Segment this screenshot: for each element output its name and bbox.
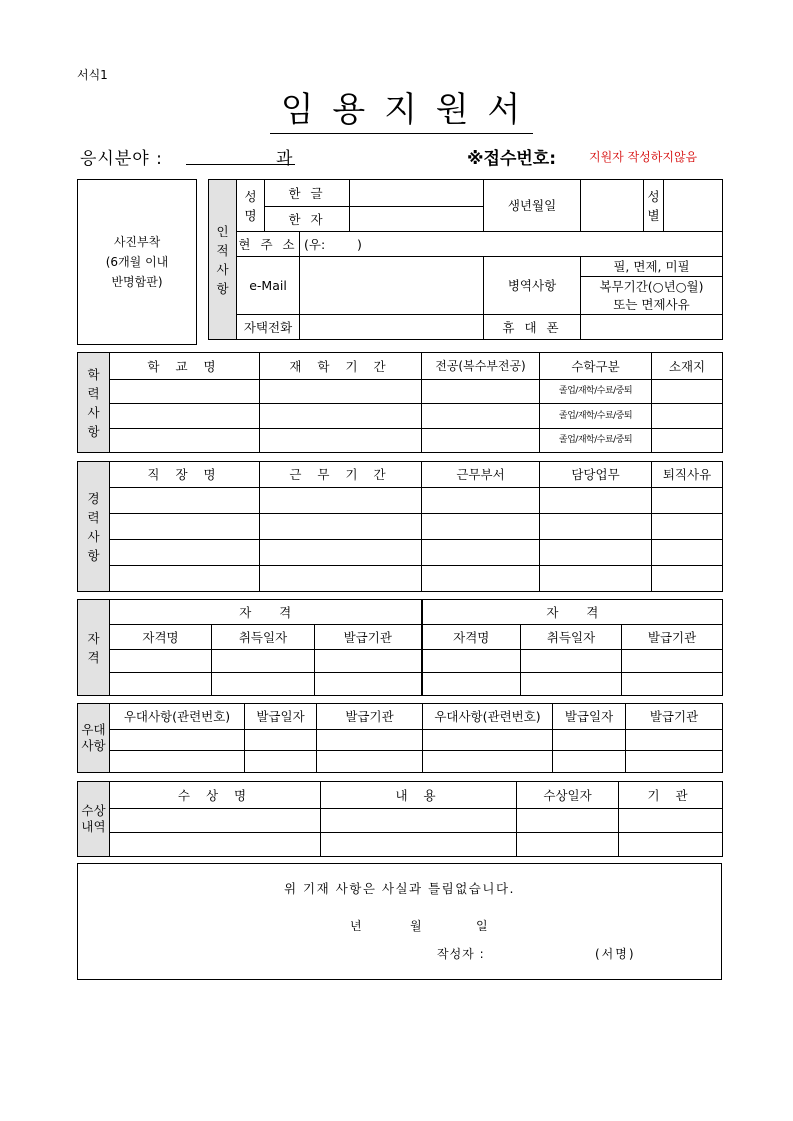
- awards-content-input[interactable]: [321, 809, 517, 833]
- korean-name-label: 한 글: [265, 180, 350, 207]
- license-name-input[interactable]: [110, 673, 212, 696]
- gender-input[interactable]: [664, 180, 723, 232]
- license-group-title-left: 자 격: [110, 600, 422, 625]
- career-company-input[interactable]: [110, 488, 260, 514]
- preference-item-input[interactable]: [423, 751, 553, 773]
- declaration-month: 월: [410, 919, 422, 933]
- education-location-input[interactable]: [652, 404, 723, 429]
- photo-line-3: 반명함판): [111, 275, 163, 289]
- license-header-issuer: 발급기관: [622, 625, 723, 650]
- awards-date-input[interactable]: [517, 809, 619, 833]
- career-period-input[interactable]: [260, 514, 422, 540]
- personal-section-label: 인적사항: [209, 180, 237, 340]
- home-phone-label: 자택전화: [237, 315, 300, 340]
- license-date-input[interactable]: [521, 673, 622, 696]
- awards-section-label: 수상내역: [78, 782, 110, 857]
- table-row: [78, 380, 723, 404]
- career-duty-input[interactable]: [540, 514, 652, 540]
- license-issuer-input[interactable]: [315, 650, 422, 673]
- mobile-input[interactable]: [581, 315, 723, 340]
- career-reason-input[interactable]: [652, 514, 723, 540]
- preference-item-input[interactable]: [110, 730, 245, 751]
- preference-section-label: 우대사항: [78, 704, 110, 773]
- license-header-date: 취득일자: [521, 625, 622, 650]
- table-row: [78, 730, 723, 751]
- career-duty-input[interactable]: [540, 488, 652, 514]
- awards-header-name: 수 상 명: [110, 782, 321, 809]
- photo-box[interactable]: [77, 179, 197, 345]
- field-label: 응시분야 :: [80, 149, 163, 169]
- career-company-input[interactable]: [110, 514, 260, 540]
- declaration-box: [77, 863, 722, 980]
- education-school-input[interactable]: [110, 429, 260, 453]
- preference-header-date: 발급일자: [553, 704, 626, 730]
- awards-org-input[interactable]: [619, 809, 723, 833]
- preference-header-date: 발급일자: [245, 704, 317, 730]
- gender-label: 성별: [644, 180, 664, 232]
- title-underline: [270, 133, 533, 134]
- education-period-input[interactable]: [260, 380, 422, 404]
- education-major-input[interactable]: [422, 429, 540, 453]
- career-table: [77, 461, 723, 592]
- table-row: [78, 833, 723, 857]
- career-duty-input[interactable]: [540, 566, 652, 592]
- education-section-label: 학력사항: [78, 353, 110, 453]
- korean-name-input[interactable]: [350, 180, 484, 207]
- education-period-input[interactable]: [260, 404, 422, 429]
- license-date-input[interactable]: [212, 673, 315, 696]
- education-status-options[interactable]: 졸업/재학/수료/중퇴: [540, 380, 652, 404]
- career-section-label: 경력사항: [78, 462, 110, 592]
- license-issuer-input[interactable]: [315, 673, 422, 696]
- license-name-input[interactable]: [422, 673, 521, 696]
- table-row: [78, 429, 723, 453]
- preference-issuer-input[interactable]: [626, 730, 723, 751]
- table-row: [78, 488, 723, 514]
- email-input[interactable]: [300, 257, 484, 315]
- education-status-options[interactable]: 졸업/재학/수료/중퇴: [540, 404, 652, 429]
- signature-label[interactable]: (서명): [595, 947, 636, 961]
- awards-date-input[interactable]: [517, 833, 619, 857]
- career-company-input[interactable]: [110, 566, 260, 592]
- preference-table: [77, 703, 723, 773]
- career-department-input[interactable]: [422, 514, 540, 540]
- education-major-input[interactable]: [422, 404, 540, 429]
- table-row: [78, 751, 723, 773]
- career-reason-input[interactable]: [652, 540, 723, 566]
- preference-header-issuer: 발급기관: [317, 704, 423, 730]
- career-header-company: 직 장 명: [110, 462, 260, 488]
- career-header-department: 근무부서: [422, 462, 540, 488]
- education-table: [77, 352, 723, 453]
- table-row: [78, 673, 723, 696]
- license-table: [77, 599, 723, 696]
- field-suffix: 과: [276, 149, 293, 169]
- career-period-input[interactable]: [260, 488, 422, 514]
- table-row: [78, 540, 723, 566]
- receipt-label: ※접수번호:: [467, 149, 557, 169]
- preference-item-input[interactable]: [110, 751, 245, 773]
- awards-name-input[interactable]: [110, 833, 321, 857]
- birth-input[interactable]: [581, 180, 644, 232]
- hanja-name-label: 한 자: [265, 207, 350, 232]
- photo-line-1: 사진부착: [113, 235, 161, 249]
- awards-header-content: 내 용: [321, 782, 517, 809]
- career-reason-input[interactable]: [652, 566, 723, 592]
- address-input[interactable]: (우: ): [300, 232, 723, 257]
- preference-date-input[interactable]: [245, 730, 317, 751]
- home-phone-input[interactable]: [300, 315, 484, 340]
- awards-header-date: 수상일자: [517, 782, 619, 809]
- license-date-input[interactable]: [212, 650, 315, 673]
- license-name-input[interactable]: [422, 650, 521, 673]
- license-header-issuer: 발급기관: [315, 625, 422, 650]
- education-header-school: 학 교 명: [110, 353, 260, 380]
- personal-table: [208, 179, 723, 340]
- table-row: [78, 650, 723, 673]
- awards-name-input[interactable]: [110, 809, 321, 833]
- education-header-status: 수학구분: [540, 353, 652, 380]
- photo-line-2: (6개월 이내: [105, 255, 169, 269]
- table-row: [78, 566, 723, 592]
- preference-date-input[interactable]: [245, 751, 317, 773]
- hanja-name-input[interactable]: [350, 207, 484, 232]
- preference-header-item: 우대사항(관련번호): [423, 704, 553, 730]
- writer-input[interactable]: [504, 942, 584, 960]
- awards-header-org: 기 관: [619, 782, 723, 809]
- career-header-reason: 퇴직사유: [652, 462, 723, 488]
- preference-date-input[interactable]: [553, 751, 626, 773]
- awards-table: [77, 781, 723, 857]
- awards-org-input[interactable]: [619, 833, 723, 857]
- license-section-label: 자격: [78, 600, 110, 696]
- email-label: e-Mail: [237, 257, 300, 315]
- education-period-input[interactable]: [260, 429, 422, 453]
- form-number: 서식1: [77, 68, 108, 82]
- education-header-location: 소재지: [652, 353, 723, 380]
- license-issuer-input[interactable]: [622, 673, 723, 696]
- military-option-3: 또는 면제사유: [613, 296, 690, 312]
- preference-issuer-input[interactable]: [317, 730, 423, 751]
- declaration-statement: 위 기재 사항은 사실과 틀림없습니다.: [284, 881, 515, 896]
- preference-header-issuer: 발급기관: [626, 704, 723, 730]
- military-option-2: 복무기간(○년○월): [599, 278, 704, 294]
- table-row: [78, 404, 723, 429]
- license-date-input[interactable]: [521, 650, 622, 673]
- mobile-label: 휴 대 폰: [484, 315, 581, 340]
- career-header-duty: 담당업무: [540, 462, 652, 488]
- name-label: 성명: [237, 180, 265, 232]
- birth-label: 생년월일: [484, 180, 581, 232]
- career-period-input[interactable]: [260, 540, 422, 566]
- career-header-period: 근 무 기 간: [260, 462, 422, 488]
- table-row: [78, 809, 723, 833]
- career-department-input[interactable]: [422, 566, 540, 592]
- license-header-date: 취득일자: [212, 625, 315, 650]
- military-label: 병역사항: [484, 257, 581, 315]
- writer-label: 작성자 :: [437, 947, 485, 961]
- license-header-name: 자격명: [110, 625, 212, 650]
- preference-date-input[interactable]: [553, 730, 626, 751]
- preference-header-item: 우대사항(관련번호): [110, 704, 245, 730]
- education-header-period: 재 학 기 간: [260, 353, 422, 380]
- military-detail[interactable]: [581, 277, 723, 315]
- education-school-input[interactable]: [110, 404, 260, 429]
- career-department-input[interactable]: [422, 540, 540, 566]
- education-status-options[interactable]: 졸업/재학/수료/중퇴: [540, 429, 652, 453]
- career-duty-input[interactable]: [540, 540, 652, 566]
- education-school-input[interactable]: [110, 380, 260, 404]
- preference-issuer-input[interactable]: [317, 751, 423, 773]
- table-row: [78, 514, 723, 540]
- preference-item-input[interactable]: [423, 730, 553, 751]
- license-issuer-input[interactable]: [622, 650, 723, 673]
- military-option-1: 필, 면제, 미필: [581, 257, 723, 277]
- receipt-note: 지원자 작성하지않음: [589, 150, 698, 164]
- license-header-name: 자격명: [422, 625, 521, 650]
- preference-issuer-input[interactable]: [626, 751, 723, 773]
- form-title: 임 용 지 원 서: [280, 90, 525, 130]
- career-period-input[interactable]: [260, 566, 422, 592]
- education-header-major: 전공(복수부전공): [422, 353, 540, 380]
- awards-content-input[interactable]: [321, 833, 517, 857]
- education-location-input[interactable]: [652, 380, 723, 404]
- declaration-day: 일: [476, 919, 488, 933]
- declaration-year: 년: [350, 919, 362, 933]
- education-major-input[interactable]: [422, 380, 540, 404]
- address-label: 현 주 소: [237, 232, 300, 257]
- license-name-input[interactable]: [110, 650, 212, 673]
- career-company-input[interactable]: [110, 540, 260, 566]
- education-location-input[interactable]: [652, 429, 723, 453]
- career-department-input[interactable]: [422, 488, 540, 514]
- license-group-title-right: 자 격: [422, 600, 723, 625]
- career-reason-input[interactable]: [652, 488, 723, 514]
